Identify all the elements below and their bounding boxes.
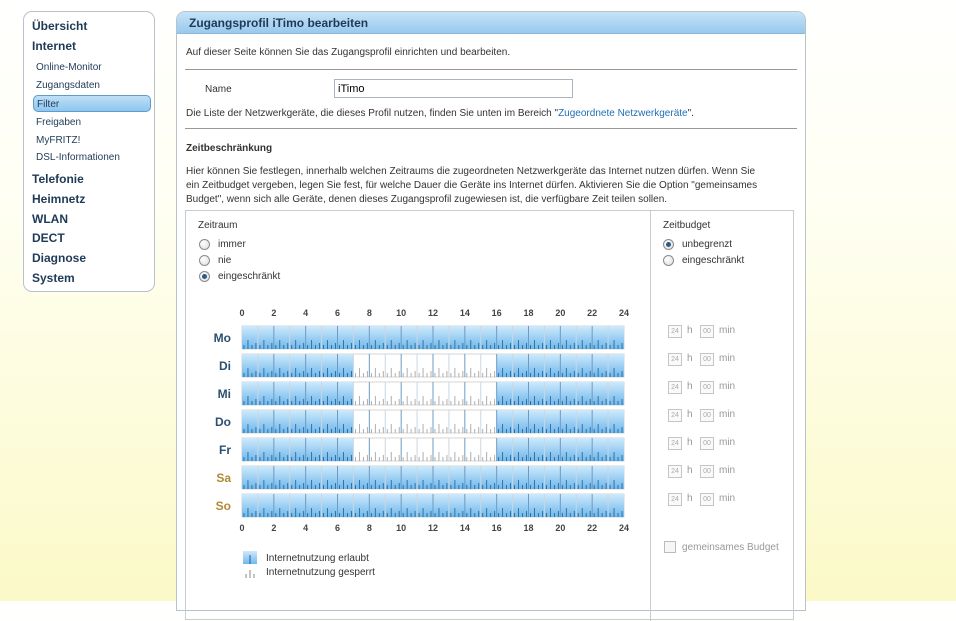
radio-budget-eingeschraenkt-label[interactable]: eingeschränkt	[682, 255, 745, 266]
hour-tick-bottom: 2	[271, 523, 277, 533]
hour-tick-bottom: 0	[239, 523, 245, 533]
sidebar-item-filter[interactable]: Filter	[33, 95, 151, 112]
sidebar-item-wlan[interactable]: WLAN	[32, 212, 68, 226]
hour-tick-top: 2	[271, 308, 277, 318]
allowed-block[interactable]	[242, 410, 353, 433]
sidebar-nav	[23, 11, 155, 292]
budget-hours-input[interactable]: 24	[668, 437, 682, 450]
divider-2	[185, 128, 797, 129]
budget-minutes-unit: min	[719, 465, 736, 476]
sidebar-item-internet[interactable]: Internet	[32, 39, 77, 53]
legend-allowed-label: Internetnutzung erlaubt	[266, 553, 369, 564]
allowed-block[interactable]	[242, 354, 353, 377]
profile-name-input[interactable]	[334, 79, 573, 98]
radio-eingeschraenkt-label[interactable]: eingeschränkt	[218, 271, 281, 282]
radio-budget-unbegrenzt[interactable]	[663, 239, 674, 250]
zeitraum-title: Zeitraum	[198, 220, 238, 231]
device-list-link[interactable]: Zugeordnete Netzwerkgeräte	[558, 108, 688, 119]
sidebar-item-telefonie[interactable]: Telefonie	[32, 172, 84, 186]
budget-hours-unit: h	[687, 353, 693, 364]
hour-tick-top: 10	[396, 308, 407, 318]
budget-hours-unit: h	[687, 437, 693, 448]
allowed-block[interactable]	[242, 438, 353, 461]
intro-text: Auf dieser Seite können Sie das Zugangsprofil einrichten und bearbeiten.	[186, 47, 511, 58]
sidebar-item-zugangsdaten[interactable]: Zugangsdaten	[36, 80, 100, 91]
budget-minutes-unit: min	[719, 353, 736, 364]
sidebar-item-myfritz[interactable]: MyFRITZ!	[36, 135, 81, 146]
radio-eingeschraenkt[interactable]	[199, 271, 210, 282]
section-title: Zeitbeschränkung	[186, 143, 273, 154]
hour-tick-top: 4	[303, 308, 309, 318]
day-label: So	[215, 499, 231, 513]
device-list-text: Die Liste der Netzwerkgeräte, die dieses Profil nutzen, finden Sie unten im Bereich "	[186, 108, 559, 119]
budget-minutes-unit: min	[719, 437, 736, 448]
day-label: Mo	[213, 331, 231, 345]
budget-hours-unit: h	[687, 493, 693, 504]
hour-tick-bottom: 18	[523, 523, 534, 533]
radio-nie[interactable]	[199, 255, 210, 266]
hour-tick-top: 14	[459, 308, 470, 318]
radio-nie-label[interactable]: nie	[218, 255, 232, 266]
divider-1	[185, 69, 797, 70]
budget-minutes-input[interactable]: 00	[700, 437, 714, 450]
budget-minutes-input[interactable]: 00	[700, 465, 714, 478]
hour-tick-bottom: 16	[491, 523, 502, 533]
radio-budget-unbegrenzt-label[interactable]: unbegrenzt	[682, 239, 733, 250]
device-list-end: ".	[687, 108, 694, 119]
zeitbudget-title: Zeitbudget	[663, 220, 711, 231]
budget-hours-input[interactable]: 24	[668, 493, 682, 506]
hour-tick-top: 22	[587, 308, 598, 318]
hour-tick-bottom: 24	[618, 523, 630, 533]
hour-tick-top: 8	[366, 308, 372, 318]
budget-hours-unit: h	[687, 465, 693, 476]
day-label: Do	[215, 415, 231, 429]
hour-tick-bottom: 14	[459, 523, 470, 533]
budget-minutes-unit: min	[719, 409, 736, 420]
budget-minutes-input[interactable]: 00	[700, 353, 714, 366]
hour-tick-bottom: 6	[334, 523, 341, 533]
budget-minutes-unit: min	[719, 493, 736, 504]
budget-hours-input[interactable]: 24	[668, 381, 682, 394]
budget-hours-unit: h	[687, 325, 693, 336]
hour-tick-top: 6	[334, 308, 341, 318]
budget-hours-unit: h	[687, 381, 693, 392]
sidebar-item-uebersicht[interactable]: Übersicht	[32, 19, 88, 33]
hour-tick-bottom: 8	[366, 523, 372, 533]
day-label: Di	[219, 359, 231, 373]
sidebar-item-freigaben[interactable]: Freigaben	[36, 117, 82, 128]
desc-line-2: ein Zeitbudget vergeben, legen Sie fest, für welche Dauer die Geräte ins Internet dürfen. Aktivieren Sie die Option "gemeinsames	[186, 180, 758, 191]
legend-blocked-label: Internetnutzung gesperrt	[266, 567, 375, 578]
hour-tick-top: 20	[555, 308, 566, 318]
budget-hours-unit: h	[687, 409, 693, 420]
hour-tick-bottom: 22	[587, 523, 598, 533]
budget-hours-input[interactable]: 24	[668, 409, 682, 422]
page-title: Zugangsprofil iTimo bearbeiten	[189, 16, 369, 30]
allowed-block[interactable]	[242, 382, 353, 405]
budget-hours-input[interactable]: 24	[668, 465, 682, 478]
hour-tick-top: 24	[618, 308, 630, 318]
day-label: Fr	[219, 443, 231, 457]
sidebar-item-system[interactable]: System	[32, 271, 75, 285]
panel-header	[177, 12, 805, 34]
hour-tick-top: 12	[427, 308, 439, 318]
sidebar-item-dsl-informationen[interactable]: DSL-Informationen	[36, 152, 120, 163]
schedule-grid[interactable]	[213, 304, 653, 544]
shared-budget-label[interactable]: gemeinsames Budget	[682, 542, 779, 553]
sidebar-item-heimnetz[interactable]: Heimnetz	[32, 192, 86, 206]
hour-tick-bottom: 4	[303, 523, 309, 533]
budget-hours-input[interactable]: 24	[668, 353, 682, 366]
device-list-hint	[186, 108, 694, 119]
sidebar-item-online-monitor[interactable]: Online-Monitor	[36, 62, 102, 73]
hour-tick-top: 18	[523, 308, 534, 318]
hour-tick-top: 16	[491, 308, 502, 318]
hour-tick-bottom: 12	[427, 523, 439, 533]
sidebar-item-dect[interactable]: DECT	[32, 231, 65, 245]
hour-tick-bottom: 10	[396, 523, 407, 533]
radio-immer-label[interactable]: immer	[218, 239, 246, 250]
hour-tick-bottom: 20	[555, 523, 566, 533]
day-label: Mi	[217, 387, 231, 401]
budget-minutes-unit: min	[719, 381, 736, 392]
hour-tick-top: 0	[239, 308, 245, 318]
day-label: Sa	[216, 471, 231, 485]
name-label: Name	[205, 84, 232, 95]
sidebar-item-diagnose[interactable]: Diagnose	[32, 251, 87, 265]
desc-line-3: Budget", wenn sich alle Geräte, denen dieses Zugangsprofil zugewiesen ist, die verfügbare Zeit teilen sollen.	[186, 194, 668, 205]
content-panel	[176, 11, 806, 611]
shared-budget-checkbox[interactable]	[664, 541, 676, 553]
desc-line-1: Hier können Sie festlegen, innerhalb welchen Zeitraums die zugeordneten Netzwerkgeräte das Internet nutzen dürfen. Wenn Sie	[186, 166, 756, 177]
budget-minutes-input[interactable]: 00	[700, 493, 714, 506]
radio-budget-eingeschraenkt[interactable]	[663, 255, 674, 266]
legend-icons	[242, 551, 260, 581]
budget-minutes-unit: min	[719, 325, 736, 336]
budget-minutes-input[interactable]: 00	[700, 381, 714, 394]
budget-minutes-input[interactable]: 00	[700, 325, 714, 338]
radio-immer[interactable]	[199, 239, 210, 250]
budget-minutes-input[interactable]: 00	[700, 409, 714, 422]
budget-hours-input[interactable]: 24	[668, 325, 682, 338]
